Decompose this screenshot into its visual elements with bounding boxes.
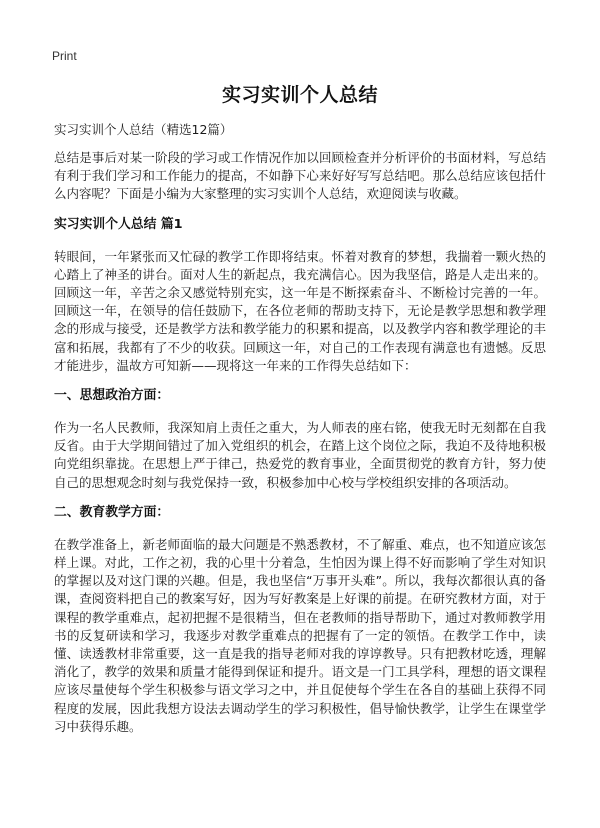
document-body (54, 121, 546, 748)
section-heading-teaching: 二、教育教学方面： (54, 504, 170, 520)
section-heading-politics: 一、思想政治方面： (54, 388, 170, 404)
intro-paragraph: 总结是事后对某一阶段的学习或工作情况作加以回顾检查并分析评价的书面材料，写总结有利于我们学习和工作能力的提高，不如静下心来好好写写总结吧。那么总结应该包括什么内容呢？下面是小编为大家整理的实习实训个人总结，欢迎阅读与收藏。 (54, 150, 546, 202)
chapter-paragraph: 转眼间，一年紧张而又忙碌的教学工作即将结束。怀着对教育的梦想，我揣着一颗火热的心踏上了神圣的讲台。面对人生的新起点，我充满信心。因为我坚信，路是人走出来的。回顾这一年，辛苦之余又感觉特别充实，这一年是不断探索奋斗、不断检讨完善的一年。回顾这一年，在领导的信任鼓励下，在各位老师的帮助支持下，无论是教学思想和教学理念的形成与接受，还是教学方法和教学能力的积累和提高，以及教学内容和教学理论的丰富和拓展，我都有了不少的收获。回顾这一年，对自己的工作表现有满意也有遗憾。反思才能进步，温故方可知新——现将这一年来的工作得失总结如下： (54, 248, 546, 373)
print-label: Print (52, 49, 77, 63)
page-title: 实习实训个人总结 (221, 84, 378, 106)
document-subtitle: 实习实训个人总结（精选12篇） (54, 122, 233, 137)
section-paragraph-politics: 作为一名人民教师，我深知肩上责任之重大，为人师表的座右铭，使我无时无刻都在自我反省。由于大学期间错过了加入党组织的机会，在踏上这个岗位之际，我迫不及待地积极向党组织靠拢。在思想上严于律己，热爱党的教育事业，全面贯彻党的教育方针，努力使自己的思想观念时刻与我党保持一致，积极参加中心校与学校组织安排的各项活动。 (54, 420, 546, 490)
chapter-heading: 实习实训个人总结 篇1 (54, 216, 183, 232)
section-paragraph-teaching: 在教学准备上，新老师面临的最大问题是不熟悉教材，不了解重、难点，也不知道应该怎样上课。对此，工作之初，我的心里十分着急，生怕因为课上得不好而影响了学生对知识的掌握以及对这门课的兴趣。但是，我也坚信“万事开头难”。所以，我每次都很认真的备课，查阅资料把自己的教案写好，因为写好教案是上好课的前提。在研究教材方面，对于课程的教学重难点，起初把握不是很精当，但在老教师的指导帮助下，通过对教师教学用书的反复研读和学习，我逐步对教学重难点的把握有了一定的领悟。在教学工作中，读懂、读透教材非常重要，这一直是我的指导老师对我的谆谆教导。只有把教材吃透，理解消化了，教学的效果和质量才能得到保证和提升。语文是一门工具学科，理想的语文课程应该尽量使每个学生积极参与语文学习之中，并且促使每个学生在各自的基础上获得不同程度的发展，因此我想方设法去调动学生的学习积极性，倡导愉快教学，让学生在课堂学习中获得乐趣。 (54, 536, 546, 734)
